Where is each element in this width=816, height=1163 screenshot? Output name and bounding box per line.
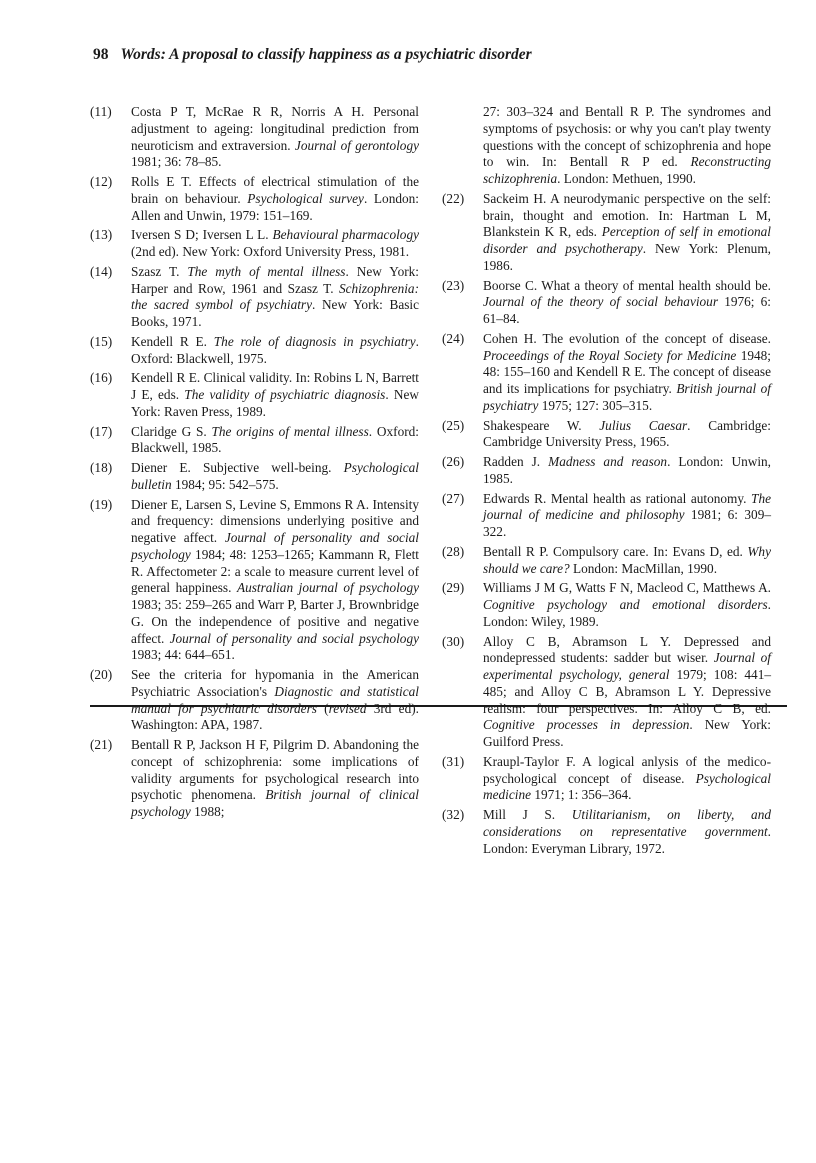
reference-text: . London: Unwin, 1985. [483, 454, 771, 486]
reference-text: Williams J M G, Watts F N, Macleod C, Matthews A. [483, 580, 771, 596]
reference-text: Rolls E T. Effects of electrical stimulation of the brain on behaviour. [131, 174, 419, 206]
reference-title-italic: Journal of personality and social psychology [131, 530, 419, 562]
reference-number: (20) [90, 667, 113, 682]
reference-text: . New York: Plenum, 1986. [483, 241, 771, 273]
reference-title-italic: The myth of mental illness [187, 263, 346, 279]
reference-number: (17) [90, 423, 113, 439]
reference-title-italic: Cognitive processes in depression [483, 717, 690, 733]
reference-item [442, 807, 771, 857]
reference-number: (18) [90, 460, 113, 475]
reference-number: (15) [90, 333, 113, 349]
reference-title-italic: Behavioural pharmacology [272, 227, 419, 243]
reference-text: 1981; 36: 78–85. [131, 154, 222, 170]
reference-item [442, 454, 771, 488]
reference-number: (12) [90, 174, 113, 189]
reference-title-italic: Journal of personality and social psychology [169, 630, 419, 646]
reference-item [90, 424, 419, 458]
reference-text: Edwards R. Mental health as rational autonomy. [483, 490, 752, 506]
reference-text: 1983; 44: 644–651. [131, 647, 235, 663]
reference-number: (28) [442, 543, 465, 559]
reference-title-italic: Psychological survey [247, 190, 364, 206]
reference-item [90, 104, 419, 171]
reference-text: 1984; 48: 1253–1265; Kammann R, Flett R. Affectometer 2: a scale to measure current level of general happiness. [131, 546, 419, 596]
reference-text: ( [316, 700, 329, 716]
reference-text: Bentall R P. Compulsory care. In: Evans D, ed. [483, 543, 748, 559]
reference-title-italic: Psychological bulletin [131, 460, 419, 492]
reference-number: (13) [90, 227, 113, 243]
reference-number: (32) [442, 807, 465, 822]
reference-text: 1971; 1: 356–364. [531, 787, 632, 803]
reference-text: 1984; 95: 542–575. [171, 476, 279, 492]
reference-item [90, 737, 419, 821]
reference-text: (2nd ed). New York: Oxford University Press, 1981. [131, 244, 410, 259]
reference-title-italic: Cognitive psychology and emotional disorders [483, 597, 768, 612]
reference-number: (24) [442, 330, 465, 346]
reference-text: Szasz T. [131, 263, 188, 279]
reference-text: See the criteria for hypomania in the American Psychiatric Association's [131, 667, 419, 699]
reference-text: Mill J S. [483, 807, 572, 822]
reference-item [442, 634, 771, 751]
reference-text: 3rd ed). Washington: APA, 1987. [131, 700, 419, 733]
reference-text: 1983; 35: 259–265 and Warr P, Barter J, Brownbridge G. On the independence of positive and negative affect. [131, 597, 419, 646]
reference-text: London: MacMillan, 1990. [569, 560, 718, 576]
reference-text: Costa P T, McRae R R, Norris A H. Personal adjustment to ageing: longitudinal prediction from neuroticism and extraversion. [131, 104, 419, 153]
reference-text: Kraupl-Taylor F. A logical anlysis of the medico-psychological concept of disease. [483, 753, 771, 786]
reference-text: . New York: Basic Books, 1971. [131, 297, 419, 329]
reference-text: Radden J. [483, 454, 549, 469]
reference-text: Diener E, Larsen S, Levine S, Emmons R A. Intensity and frequency: dimensions underlying positive and negative affect. [131, 496, 419, 545]
page-number: 98 [93, 46, 109, 63]
reference-title-italic: The journal of medicine and philosophy [483, 490, 771, 523]
reference-item [90, 460, 419, 494]
reference-item [90, 370, 419, 420]
reference-number: (23) [442, 277, 465, 293]
reference-text: Kendell R E. [131, 333, 214, 349]
reference-title-italic: Australian journal of psychology [236, 580, 419, 596]
reference-text: Boorse C. What a theory of mental health should be. [483, 277, 771, 293]
reference-item [442, 491, 771, 541]
reference-title-italic: Utilitarianism, on liberty, and considerations on representative government [483, 807, 771, 839]
reference-number: (19) [90, 496, 113, 512]
reference-item [442, 191, 771, 275]
reference-number: (25) [442, 417, 465, 433]
reference-text: 1988; [190, 804, 225, 819]
reference-number: (16) [90, 370, 113, 386]
reference-title-italic: The origins of mental illness [211, 423, 369, 439]
reference-text: 1975; 127: 305–315. [538, 397, 653, 413]
reference-number: (27) [442, 490, 465, 506]
reference-title-italic: Journal of gerontology [294, 137, 419, 153]
reference-text: 1948; 48: 155–160 and Kendell R E. The concept of disease and its implications for psychiatry. [483, 347, 771, 396]
reference-number: (30) [442, 633, 465, 649]
reference-text: Sackeim H. A neurodymanic perspective on the self: brain, thought and emotion. In: Hartman L M, Blankstein K R, eds. [483, 190, 771, 240]
reference-number: (21) [90, 737, 113, 752]
reference-title-italic: Perception of self in emotional disorder and psychotherapy [483, 224, 771, 256]
reference-item [90, 334, 419, 368]
reference-item [442, 580, 771, 630]
reference-number: (31) [442, 753, 465, 769]
page-header [93, 46, 532, 64]
reference-title-italic: Diagnostic and statistical manual for psychiatric disorders [131, 683, 419, 716]
reference-text: . New York: Guilford Press. [483, 717, 771, 749]
reference-text: . New York: Harper and Row, 1961 and Szasz T. [131, 263, 419, 296]
reference-text: Kendell R E. Clinical validity. In: Robins L N, Barrett J E, eds. [131, 370, 419, 402]
reference-text: Claridge G S. [131, 423, 212, 439]
reference-item [90, 497, 419, 665]
reference-item [90, 264, 419, 331]
reference-title-italic: Why should we care? [483, 543, 771, 576]
reference-number: (29) [442, 580, 465, 596]
reference-title-italic: Schizophrenia: the sacred symbol of psychiatry [131, 280, 419, 313]
reference-title-italic: British journal of clinical psychology [131, 787, 419, 819]
reference-text: . London: Methuen, 1990. [557, 171, 696, 186]
reference-item [442, 544, 771, 578]
references-column-right [442, 104, 771, 860]
reference-item [90, 174, 419, 224]
reference-text: Shakespeare W. [483, 417, 600, 433]
reference-title-italic: Psychological medicine [483, 770, 771, 803]
reference-text: . London: Allen and Unwin, 1979: 151–169. [131, 190, 419, 223]
reference-title-italic: Madness and reason [548, 454, 668, 469]
reference-text: 27: 303–324 and Bentall R P. The syndromes and symptoms of psychosis: or why you can't play twenty questions with the concept of schizophrenia and hope to win. In: Bentall R P ed. [483, 104, 771, 170]
reference-text: 1979; 108: 441–485; and Alloy C B, Abramson L Y. Depressive realism: four perspectives. In: Alloy C B, ed. [483, 667, 771, 716]
reference-title-italic: The role of diagnosis in psychiatry [213, 333, 416, 349]
reference-text: Alloy C B, Abramson L Y. Depressed and nondepressed students: sadder but wiser. [483, 633, 771, 666]
reference-text: 1981; 6: 309–322. [483, 507, 771, 539]
reference-text: Iversen S D; Iversen L L. [131, 227, 273, 243]
reference-text: Cohen H. The evolution of the concept of disease. [483, 330, 771, 346]
reference-item [442, 104, 771, 188]
reference-number: (11) [90, 104, 112, 119]
reference-item [442, 754, 771, 804]
reference-item [442, 278, 771, 328]
reference-number: (26) [442, 454, 465, 469]
reference-title-italic: The validity of psychiatric diagnosis [184, 387, 386, 402]
reference-text: . New York: Raven Press, 1989. [131, 387, 419, 419]
reference-text: . London: Everyman Library, 1972. [483, 823, 771, 856]
reference-text: . Oxford: Blackwell, 1985. [131, 423, 419, 456]
reference-title-italic: Journal of the theory of social behaviour [483, 294, 719, 310]
reference-item [442, 331, 771, 415]
reference-text: 1976; 6: 61–84. [483, 294, 772, 326]
end-rule [90, 705, 787, 707]
reference-text: Bentall R P, Jackson H F, Pilgrim D. Abandoning the concept of schizophrenia: some implications of validity arguments for psychological research into psychotic phenomena. [131, 737, 419, 803]
reference-title-italic: revised [328, 700, 367, 716]
reference-item [90, 227, 419, 261]
reference-item [442, 418, 771, 452]
reference-title-italic: British journal of psychiatry [483, 381, 771, 413]
reference-text: . Cambridge: Cambridge University Press, 1965. [483, 417, 771, 450]
running-title: Words: A proposal to classify happiness as a psychiatric disorder [120, 46, 532, 63]
reference-number: (14) [90, 263, 113, 279]
references-column-left [90, 104, 419, 824]
reference-text: . Oxford: Blackwell, 1975. [131, 333, 419, 366]
reference-title-italic: Proceedings of the Royal Society for Medicine [483, 347, 737, 363]
reference-text: Diener E. Subjective well-being. [131, 460, 344, 475]
reference-title-italic: Journal of experimental psychology, general [483, 650, 771, 682]
reference-number: (22) [442, 190, 465, 206]
reference-title-italic: Julius Caesar [599, 417, 688, 433]
reference-text: . London: Wiley, 1989. [483, 597, 771, 629]
reference-title-italic: Reconstructing schizophrenia [483, 154, 771, 186]
reference-item [90, 667, 419, 734]
